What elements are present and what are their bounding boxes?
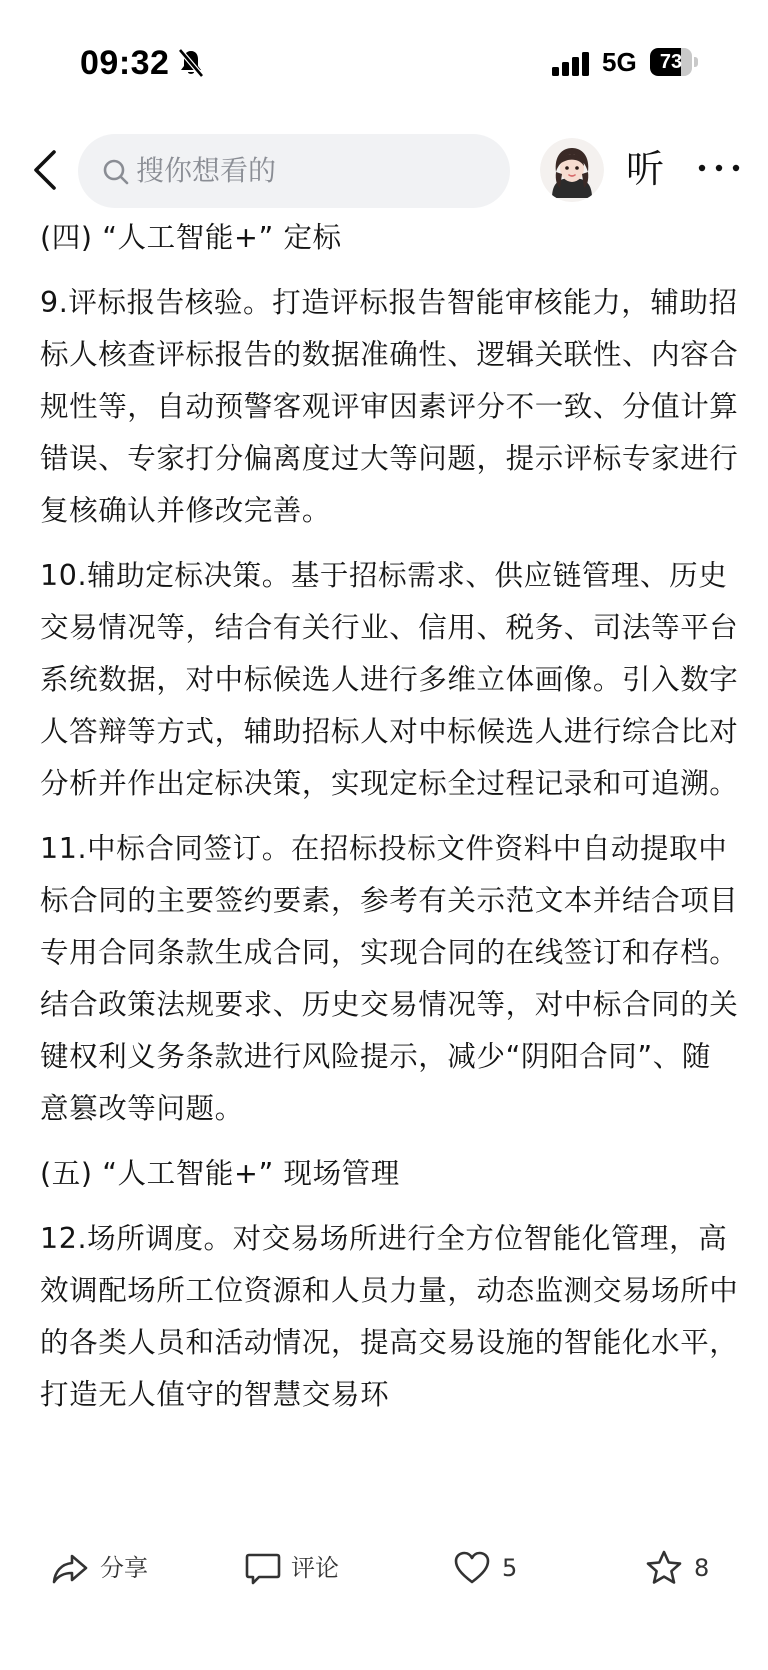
favorite-button[interactable] bbox=[644, 1540, 724, 1596]
share-label: 分享 bbox=[100, 1554, 148, 1582]
like-button[interactable] bbox=[452, 1540, 532, 1596]
section-heading: (四) “人工智能+” 定标 bbox=[40, 221, 342, 254]
comment-label: 评论 bbox=[291, 1554, 339, 1582]
share-icon bbox=[50, 1548, 90, 1588]
heart-icon bbox=[452, 1548, 492, 1588]
top-nav bbox=[0, 128, 768, 212]
listen-button[interactable]: 听 bbox=[626, 147, 665, 191]
article-body bbox=[40, 212, 740, 1518]
article-paragraph: 9.评标报告核验。打造评标报告智能审核能力，辅助招标人核查评标报告的数据准确性、逻辑关联性、内容合规性等，自动预警客观评审因素评分不一致、分值计算错误、专家打分偏离度过大等问题，提示评标专家进行复核确认并修改完善。 bbox=[40, 286, 739, 527]
chevron-left-icon[interactable] bbox=[26, 144, 66, 196]
bell-muted-icon bbox=[178, 48, 204, 78]
search-input[interactable] bbox=[78, 134, 510, 208]
article-paragraph: 10.辅助定标决策。基于招标需求、供应链管理、历史交易情况等，结合有关行业、信用、税务、司法等平台系统数据，对中标候选人进行多维立体画像。引入数字人答辩等方式，辅助招标人对中标候选人进行综合比对分析并作出定标决策，实现定标全过程记录和可追溯。 bbox=[40, 559, 739, 800]
battery-icon bbox=[650, 48, 698, 76]
status-time: 09:32 bbox=[80, 44, 170, 82]
comment-icon bbox=[243, 1548, 283, 1588]
like-count: 5 bbox=[502, 1554, 518, 1582]
search-placeholder: 搜你想看的 bbox=[136, 154, 277, 187]
share-button[interactable] bbox=[50, 1540, 170, 1596]
bottom-action-bar bbox=[0, 1530, 768, 1610]
article-paragraph: 12.场所调度。对交易场所进行全方位智能化管理，高效调配场所工位资源和人员力量，动态监测交易场所中的各类人员和活动情况，提高交易设施的智能化水平，打造无人值守的智慧交易环 bbox=[40, 1222, 739, 1411]
article-paragraph: 11.中标合同签订。在招标投标文件资料中自动提取中标合同的主要签约要素，参考有关示范文本并结合项目专用合同条款生成合同，实现合同的在线签订和存档。结合政策法规要求、历史交易情况等，对中标合同的关键权利义务条款进行风险提示，减少“阴阳合同”、随意篡改等问题。 bbox=[40, 832, 739, 1125]
battery-level: 73 bbox=[659, 51, 683, 73]
status-bar bbox=[0, 0, 768, 120]
more-dots-icon[interactable] bbox=[694, 148, 744, 188]
section-heading: (五) “人工智能+” 现场管理 bbox=[40, 1157, 400, 1190]
avatar[interactable] bbox=[540, 138, 604, 202]
star-icon bbox=[644, 1548, 684, 1588]
favorite-count: 8 bbox=[694, 1554, 710, 1582]
signal-bars-icon bbox=[552, 52, 592, 76]
comment-button[interactable] bbox=[243, 1540, 363, 1596]
network-type-label: 5G bbox=[602, 47, 637, 77]
search-icon bbox=[102, 158, 130, 186]
